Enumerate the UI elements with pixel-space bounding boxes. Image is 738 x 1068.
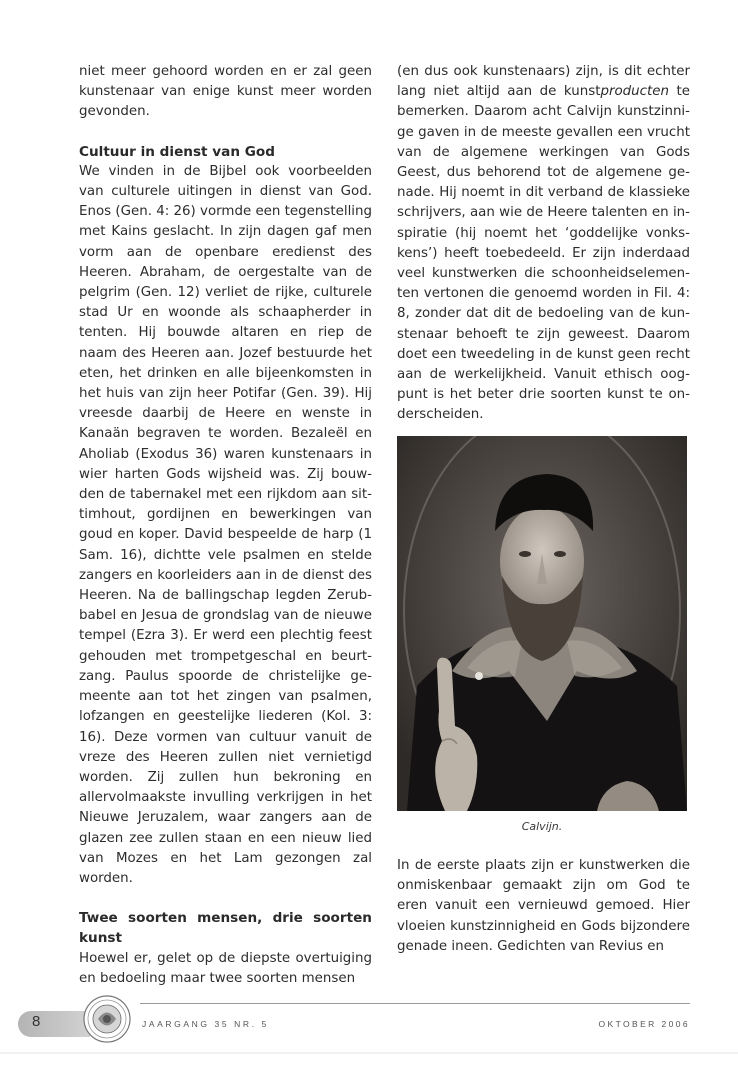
body-paragraph: We vinden in de Bijbel ook voorbeelden van culturele uitingen in dienst van God. Enos (Gen. 4: 26) vormde een tegenstelling met Kains geslacht. In zijn dagen gaf men vorm aan de openbare eredienst des Heeren. Abraham, de oergestalte van de pelgrim (Gen. 12) verliet de rijke, culturele stad Ur en woonde als schaapherder in tenten. Hij bouwde altaren en riep de naam des Heeren aan. Jozef bestuurde het eten, het drinken en alle bijeenkomsten in het huis van zijn heer Potifar (Gen. 39). Hij vreesde daarbij de Heere en wenste in Kanaän begraven te worden. Bezaleël en Aholiab (Exodus 36) waren kunstenaars in wier harten Gods wijsheid was. Zij bouwden de tabernakel met een rijkdom aan sittimhout, gordijnen en bewerkingen van goud en koper. David bespeelde de harp (1 Sam. 16), dichtte vele psalmen en stelde zangers en koorleiders aan in de dienst des Heeren. Na de ballingschap legden Zerubbabel en Jesua de grondslag van de nieuwe tempel (Ezra 3). Er werd een plechtig feest gehouden met trompetgeschal en beurtzang. Paulus spoorde de christelijke gemeente aan tot het zingen van psalmen, lofzangen en geestelijke liederen (Kol. 3: 16). Deze vormen van cultuur vanuit de vreze des Heeren zullen niet vernietigd worden. Zij zullen hun bekroning en allervolmaakste invulling verkrijgen in het Nieuwe Jeruzalem, waar zangers aan de glazen zee zullen staan en een nieuw lied van Mozes en het Lam gezongen zal worden.	[79, 163, 372, 886]
section-heading-culture: Cultuur in dienst van God	[79, 143, 275, 160]
section-heading-two-kinds: Twee soorten mensen, drie soorten kunst	[79, 910, 372, 947]
left-column	[79, 62, 372, 989]
body-paragraph: Hoewel er, gelet op de diepste overtuiging en bedoeling maar twee soorten mensen	[79, 950, 372, 986]
journal-emblem-icon	[82, 994, 132, 1044]
footer-rule	[140, 1003, 690, 1004]
intro-paragraph: niet meer gehoord worden en er zal geen kunstenaar van enige kunst meer worden gevonden.	[79, 64, 372, 120]
calvin-portrait-image	[397, 436, 687, 811]
body-paragraph: In de eerste plaats zijn er kunstwerken die onmiskenbaar gemaakt zijn om God te eren vanuit een vernieuwd gemoed. Hier vloeien kunstzinnigheid en Gods bijzondere genade ineen. Gedichten van Revius en	[397, 858, 690, 954]
portrait-illustration	[397, 436, 687, 811]
scan-edge	[0, 1052, 738, 1054]
image-caption: Calvijn.	[521, 820, 563, 833]
issue-date: OKTOBER 2006	[598, 1019, 690, 1029]
page-number-tab	[18, 1011, 90, 1037]
journal-issue: JAARGANG 35 NR. 5	[142, 1019, 269, 1029]
page-number: 8	[32, 1013, 41, 1030]
body-paragraph	[397, 62, 690, 426]
italic-term: producten	[600, 84, 669, 100]
paragraph-text: (en dus ook kunstenaars) zijn, is dit echter lang niet altijd aan de kunst	[397, 64, 690, 100]
paragraph-text: te bemerken. Daarom acht Calvijn kunstzinnige gaven in de meeste gevallen een vrucht van de algemene werkingen van Gods Geest, dus behorend tot de algemene genade. Hij noemt in dit verband de klassieke schrijvers, aan wie de Heere talenten en inspiratie (hij noemt het ‘goddelijke vonkskens’) heeft toebedeeld. Er zijn inderdaad veel kunstwerken die schoonheidselementen vertonen die genoemd worden in Fil. 4: 8, zonder dat dit de bedoeling van de kunstenaar behoeft te zijn geweest. Daarom doet een tweedeling in de kunst geen recht aan de werkelijkheid. Vanuit ethisch oogpunt is het beter drie soorten kunst te onderscheiden.	[397, 84, 691, 423]
right-column-lower	[397, 856, 690, 957]
right-column	[397, 62, 690, 426]
